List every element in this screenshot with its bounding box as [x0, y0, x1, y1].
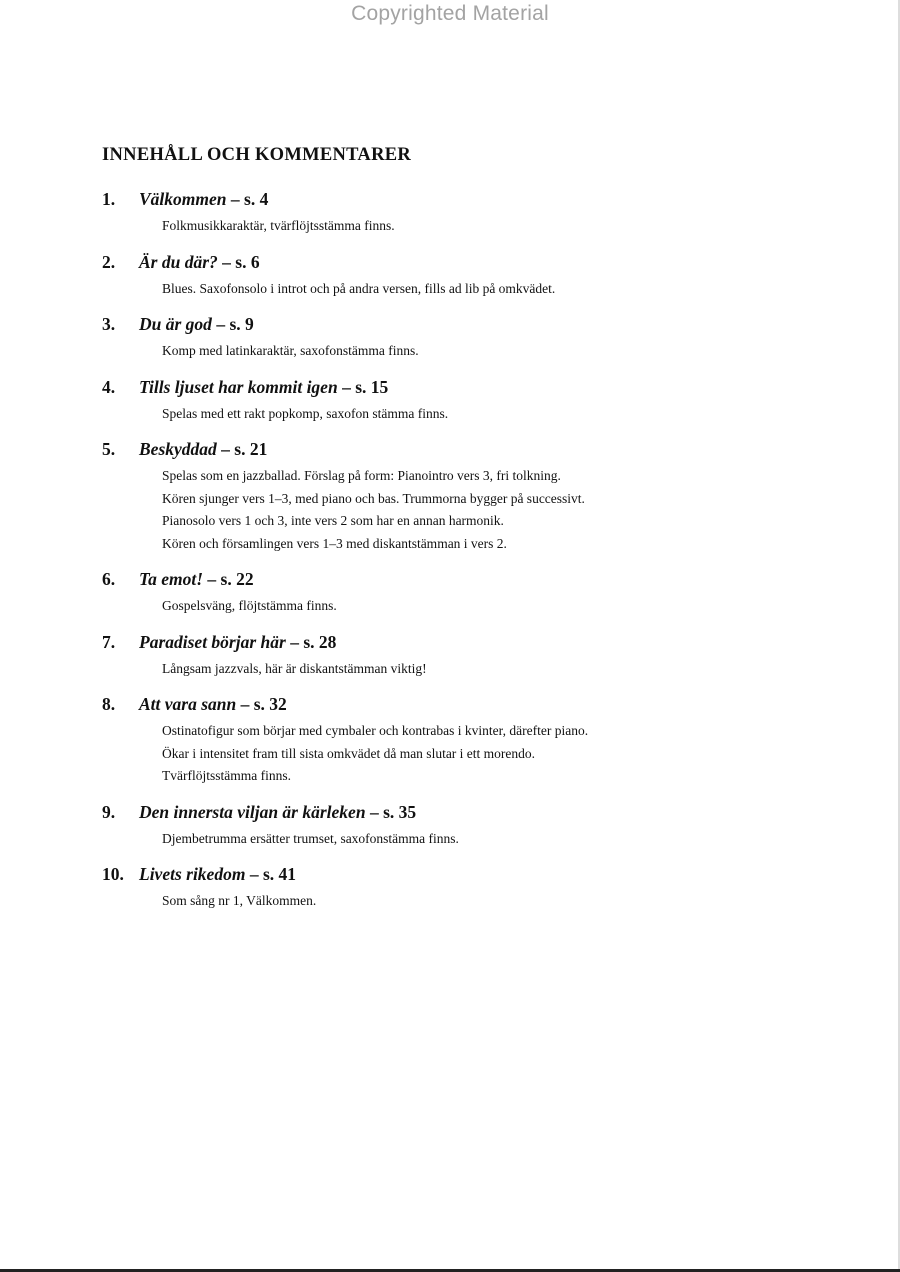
toc-entry-title-line — [139, 631, 336, 653]
song-comment-line: Djembetrumma ersätter trumset, saxofonstämma finns. — [162, 830, 459, 846]
page-reference: – s. 15 — [342, 376, 389, 397]
song-comment-line: Kören sjunger vers 1–3, med piano och bas. Trummorna bygger på successivt. — [162, 490, 585, 506]
toc-entry — [102, 438, 822, 555]
toc-entry — [102, 313, 822, 363]
toc-entry-heading — [102, 438, 822, 460]
page-reference: – s. 4 — [230, 189, 269, 209]
toc-entry-number: 3. — [102, 314, 116, 334]
song-comment — [162, 828, 822, 851]
song-title: Välkommen — [139, 189, 227, 209]
song-comment-line: Folkmusikkaraktär, tvärflöjtsstämma finns. — [162, 218, 395, 233]
song-title: Du är god — [139, 314, 212, 334]
toc-entry-number: 9. — [102, 801, 116, 822]
song-title: Att vara sann — [139, 694, 237, 714]
page-reference: – s. 41 — [249, 864, 296, 884]
song-comment — [162, 278, 822, 301]
song-comment — [162, 215, 822, 238]
song-comment — [162, 595, 822, 618]
song-comment — [162, 340, 822, 363]
copyright-watermark: Copyrighted Material — [351, 2, 549, 25]
table-of-contents — [102, 188, 822, 926]
song-comment-line: Blues. Saxofonsolo i introt och på andra versen, fills ad lib på omkvädet. — [162, 280, 556, 296]
toc-entry-heading — [102, 631, 822, 653]
song-title: Beskyddad — [139, 439, 217, 459]
toc-entry-title-line — [139, 251, 260, 273]
song-comment-line: Gospelsväng, flöjtstämma finns. — [162, 598, 337, 613]
page-reference: – s. 6 — [222, 251, 260, 272]
song-comment — [162, 658, 822, 681]
toc-entry — [102, 863, 822, 913]
song-comment-line: Tvärflöjtsstämma finns. — [162, 768, 291, 783]
song-comment — [162, 890, 822, 913]
toc-entry — [102, 376, 822, 426]
page-reference: – s. 35 — [369, 801, 417, 822]
toc-entry-heading — [102, 693, 822, 715]
song-comment-line: Spelas med ett rakt popkomp, saxofon stämma finns. — [162, 405, 449, 421]
toc-entry-number: 1. — [102, 189, 116, 209]
toc-entry-heading — [102, 863, 822, 885]
toc-entry-title-line — [139, 568, 254, 590]
toc-entry-title-line — [139, 313, 254, 335]
song-comment-line: Pianosolo vers 1 och 3, inte vers 2 som har en annan harmonik. — [162, 513, 504, 528]
toc-entry-title-line — [139, 188, 268, 210]
toc-entry-number: 10. — [102, 864, 124, 884]
song-comment-line: Som sång nr 1, Välkommen. — [162, 893, 317, 908]
song-comment-line: Kören och församlingen vers 1–3 med diskantstämman i vers 2. — [162, 535, 507, 551]
toc-entry — [102, 568, 822, 618]
toc-entry-title-line — [139, 863, 296, 885]
toc-entry-heading — [102, 376, 822, 398]
toc-entry — [102, 693, 822, 788]
page-reference: – s. 9 — [216, 314, 254, 334]
toc-entry — [102, 631, 822, 681]
song-comment-line: Långsam jazzvals, här är diskantstämman viktig! — [162, 660, 427, 676]
toc-entry-number: 6. — [102, 569, 116, 589]
toc-entry-heading — [102, 188, 822, 210]
page-title: INNEHÅLL OCH KOMMENTARER — [102, 145, 412, 165]
song-comment — [162, 465, 822, 555]
song-comment — [162, 720, 822, 788]
toc-entry — [102, 251, 822, 301]
song-title: Livets rikedom — [139, 864, 246, 884]
toc-entry-number: 5. — [102, 439, 116, 459]
toc-entry-title-line — [139, 438, 267, 460]
toc-entry-number: 2. — [102, 251, 116, 272]
toc-entry-title-line — [139, 693, 287, 715]
toc-entry — [102, 801, 822, 851]
song-title: Är du där? — [139, 251, 218, 272]
toc-entry-heading — [102, 568, 822, 590]
page-reference: – s. 21 — [221, 439, 268, 459]
toc-entry-title-line — [139, 801, 416, 823]
toc-entry-heading — [102, 801, 822, 823]
toc-entry-heading — [102, 313, 822, 335]
song-title: Ta emot! — [139, 569, 204, 589]
page-reference: – s. 32 — [240, 694, 287, 714]
song-comment-line: Komp med latinkaraktär, saxofonstämma finns. — [162, 343, 419, 358]
toc-entry-number: 4. — [102, 376, 116, 397]
toc-entry-title-line — [139, 376, 388, 398]
toc-entry-number: 8. — [102, 694, 116, 714]
toc-entry-number: 7. — [102, 631, 116, 652]
song-comment-line: Ökar i intensitet fram till sista omkvädet då man slutar i ett morendo. — [162, 745, 536, 761]
toc-entry-heading — [102, 251, 822, 273]
song-title: Tills ljuset har kommit igen — [139, 376, 338, 397]
song-comment — [162, 403, 822, 426]
page-reference: – s. 28 — [290, 631, 337, 652]
song-title: Paradiset börjar här — [139, 631, 286, 652]
song-comment-line: Ostinatofigur som börjar med cymbaler och kontrabas i kvinter, därefter piano. — [162, 723, 589, 738]
song-title: Den innersta viljan är kärleken — [139, 801, 366, 822]
page-reference: – s. 22 — [207, 569, 254, 589]
toc-entry — [102, 188, 822, 238]
song-comment-line: Spelas som en jazzballad. Förslag på form: Pianointro vers 3, fri tolkning. — [162, 468, 561, 483]
